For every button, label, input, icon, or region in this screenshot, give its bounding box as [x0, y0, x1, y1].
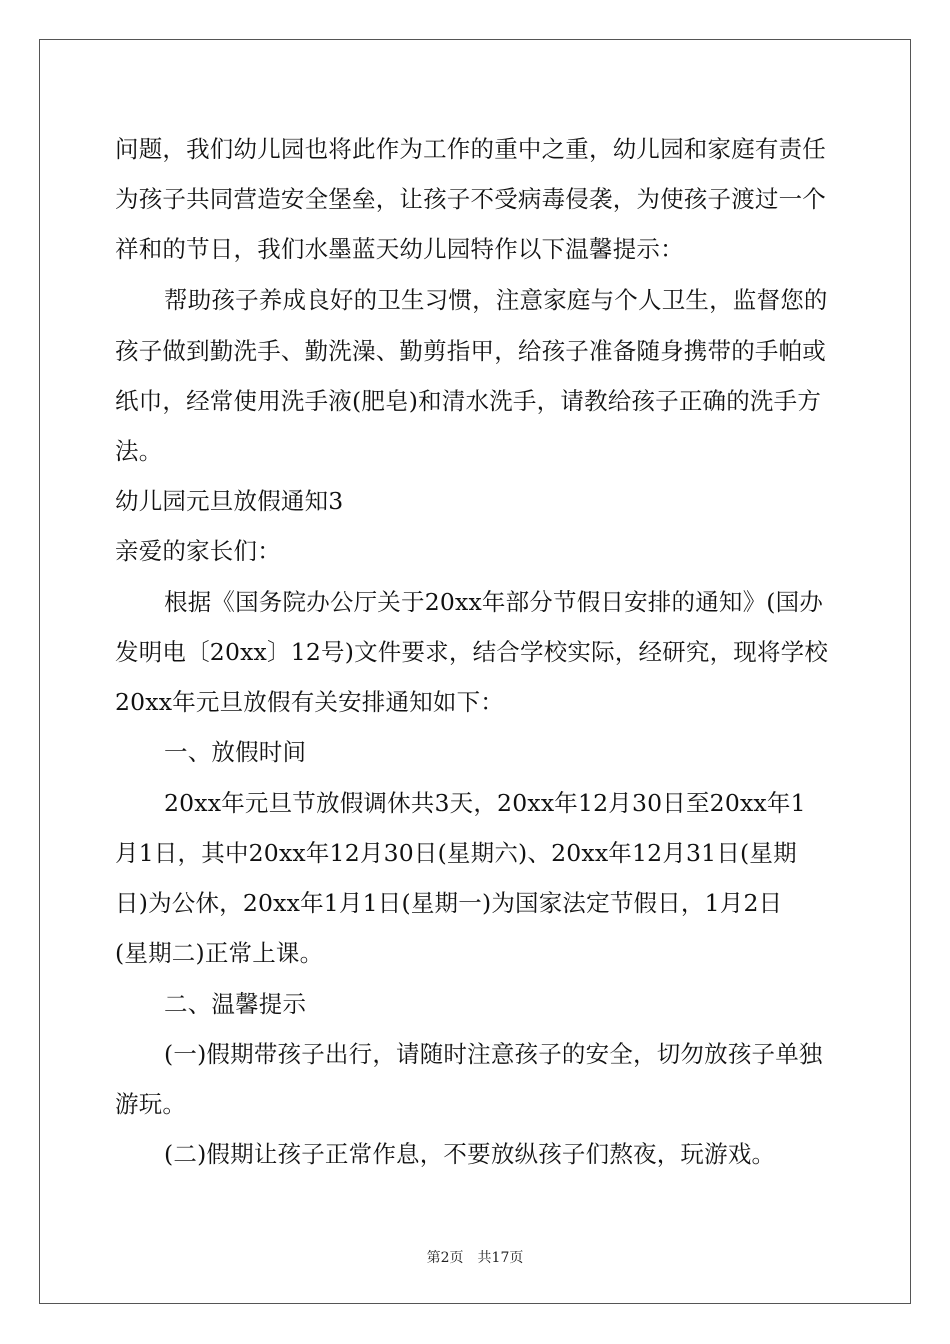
paragraph-line: 帮助孩子养成良好的卫生习惯，注意家庭与个人卫生，监督您的	[164, 286, 828, 314]
subheading: 一、放假时间	[164, 738, 307, 766]
paragraph-line: 游玩。	[115, 1090, 187, 1118]
paragraph-line: 发明电〔20xx〕12号)文件要求，结合学校实际，经研究，现将学校	[115, 638, 829, 666]
paragraph-line: (二)假期让孩子正常作息，不要放纵孩子们熬夜，玩游戏。	[164, 1140, 776, 1168]
paragraph-line: 问题，我们幼儿园也将此作为工作的重中之重，幼儿园和家庭有责任	[115, 135, 826, 163]
paragraph-line: 为孩子共同营造安全堡垒，让孩子不受病毒侵袭，为使孩子渡过一个	[115, 185, 826, 213]
paragraph-line: 纸巾，经常使用洗手液(肥皂)和清水洗手，请教给孩子正确的洗手方	[115, 387, 822, 415]
paragraph-line: 孩子做到勤洗手、勤洗澡、勤剪指甲，给孩子准备随身携带的手帕或	[115, 337, 826, 365]
paragraph-line: (星期二)正常上课。	[115, 939, 324, 967]
page-number-total: 共17页	[477, 1250, 524, 1266]
page-number-current: 第2页	[426, 1250, 464, 1266]
paragraph-line: 20xx年元旦节放假调休共3天，20xx年12月30日至20xx年1	[164, 789, 806, 817]
subheading: 二、温馨提示	[164, 990, 307, 1018]
paragraph-line: 日)为公休，20xx年1月1日(星期一)为国家法定节假日，1月2日	[115, 889, 783, 917]
salutation: 亲爱的家长们：	[115, 537, 281, 565]
paragraph-line: 法。	[115, 437, 163, 465]
paragraph-line: 月1日，其中20xx年12月30日(星期六)、20xx年12月31日(星期	[115, 839, 797, 867]
page-footer	[0, 1247, 950, 1267]
paragraph-line: 20xx年元旦放假有关安排通知如下：	[115, 688, 505, 716]
paragraph-line: 根据《国务院办公厅关于20xx年部分节假日安排的通知》(国办	[164, 588, 824, 616]
section-heading: 幼儿园元旦放假通知3	[115, 487, 344, 515]
paragraph-line: (一)假期带孩子出行，请随时注意孩子的安全，切勿放孩子单独	[164, 1040, 823, 1068]
paragraph-line: 祥和的节日，我们水墨蓝天幼儿园特作以下温馨提示：	[115, 235, 684, 263]
